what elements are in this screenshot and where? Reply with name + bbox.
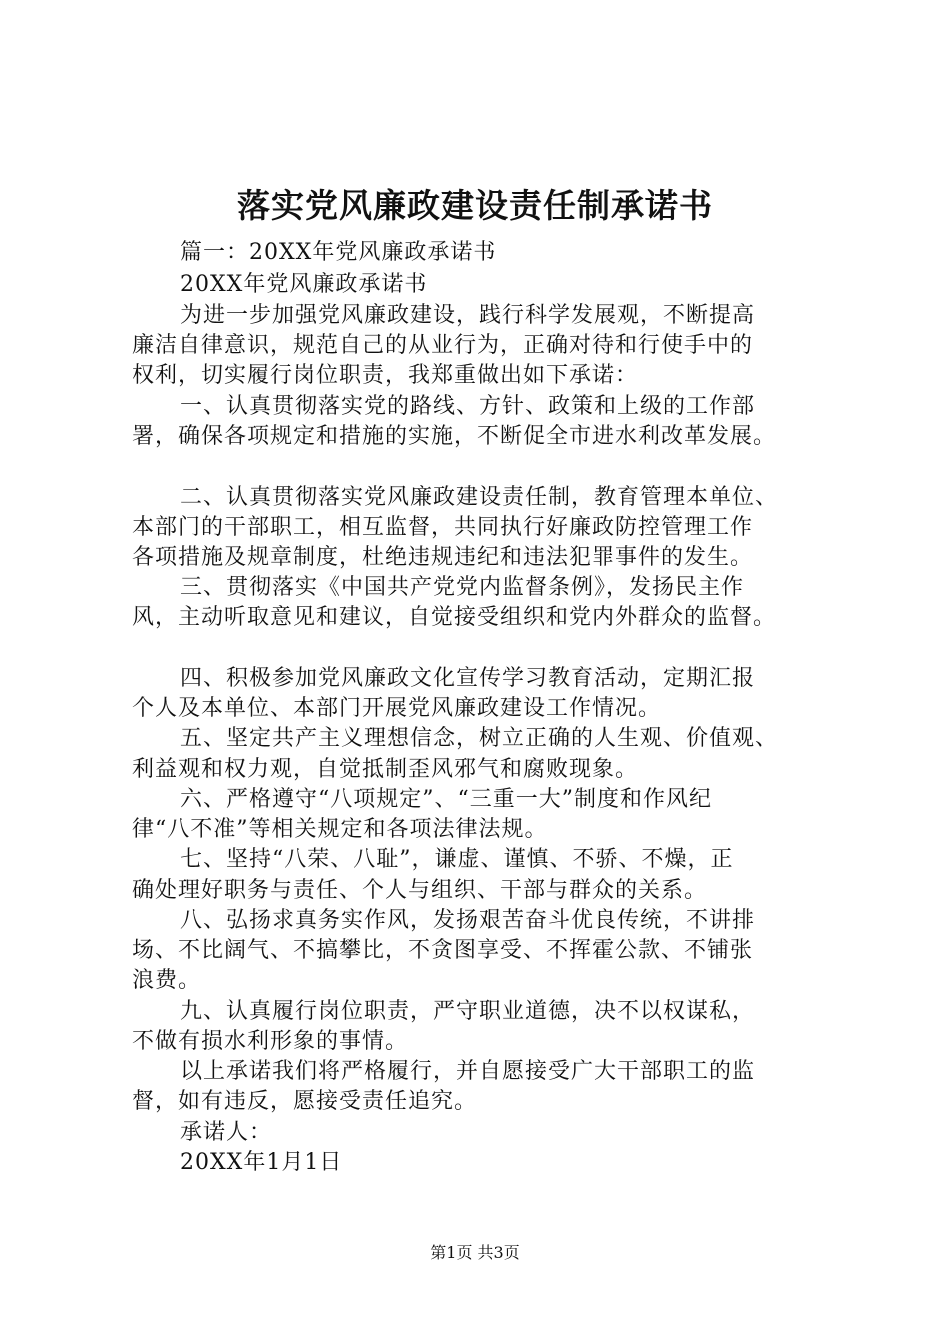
page-footer: 第1页 共3页 bbox=[430, 1243, 520, 1262]
paragraph-line: 利益观和权力观，自觉抵制歪风邪气和腐败现象。 bbox=[132, 757, 639, 782]
paragraph-line: 四、积极参加党风廉政文化宣传学习教育活动，定期汇报 bbox=[180, 666, 756, 691]
paragraph-line: 九、认真履行岗位职责，严守职业道德，决不以权谋私， bbox=[180, 999, 756, 1024]
paragraph-line: 浪费。 bbox=[132, 968, 202, 993]
paragraph-line: 风，主动听取意见和建议，自觉接受组织和党内外群众的监督。 bbox=[132, 605, 777, 630]
paragraph-line: 为进一步加强党风廉政建设，践行科学发展观，不断提高 bbox=[180, 303, 756, 328]
section-heading: 篇一：20XX年党风廉政承诺书 bbox=[180, 240, 497, 265]
paragraph-line: 二、认真贯彻落实党风廉政建设责任制，教育管理本单位、 bbox=[180, 485, 779, 510]
signatory-label: 承诺人： bbox=[180, 1120, 273, 1145]
paragraph-line: 廉洁自律意识，规范自己的从业行为，正确对待和行使手中的 bbox=[132, 333, 754, 358]
paragraph-line: 各项措施及规章制度，杜绝违规违纪和违法犯罪事件的发生。 bbox=[132, 545, 754, 570]
paragraph-line: 场、不比阔气、不搞攀比，不贪图享受、不挥霍公款、不铺张 bbox=[132, 938, 754, 963]
paragraph-line: 八、弘扬求真务实作风，发扬艰苦奋斗优良传统，不讲排 bbox=[180, 908, 756, 933]
subheading: 20XX年党风廉政承诺书 bbox=[180, 272, 428, 297]
paragraph-line: 以上承诺我们将严格履行，并自愿接受广大干部职工的监 bbox=[180, 1059, 756, 1084]
paragraph-line: 确处理好职务与责任、个人与组织、干部与群众的关系。 bbox=[132, 878, 708, 903]
signature-date: 20XX年1月1日 bbox=[180, 1150, 343, 1175]
document-title: 落实党风廉政建设责任制承诺书 bbox=[237, 186, 713, 225]
paragraph-line: 律“八不准”等相关规定和各项法律法规。 bbox=[132, 817, 548, 842]
paragraph-line: 督，如有违反，愿接受责任追究。 bbox=[132, 1089, 478, 1114]
paragraph-line: 三、贯彻落实《中国共产党党内监督条例》，发扬民主作 bbox=[180, 575, 745, 600]
paragraph-line: 五、坚定共产主义理想信念，树立正确的人生观、价值观、 bbox=[180, 726, 779, 751]
paragraph-line: 七、坚持“八荣、八耻”，谦虚、谨慎、不骄、不燥，正 bbox=[180, 847, 734, 872]
paragraph-line: 署，确保各项规定和措施的实施，不断促全市进水利改革发展。 bbox=[132, 424, 777, 449]
paragraph-line: 一、认真贯彻落实党的路线、方针、政策和上级的工作部 bbox=[180, 394, 756, 419]
paragraph-line: 不做有损水利形象的事情。 bbox=[132, 1029, 409, 1054]
paragraph-line: 权利，切实履行岗位职责，我郑重做出如下承诺： bbox=[132, 363, 639, 388]
paragraph-line: 个人及本单位、本部门开展党风廉政建设工作情况。 bbox=[132, 696, 662, 721]
paragraph-line: 本部门的干部职工，相互监督，共同执行好廉政防控管理工作 bbox=[132, 515, 754, 540]
paragraph-line: 六、严格遵守“八项规定”、“三重一大”制度和作风纪 bbox=[180, 787, 712, 812]
